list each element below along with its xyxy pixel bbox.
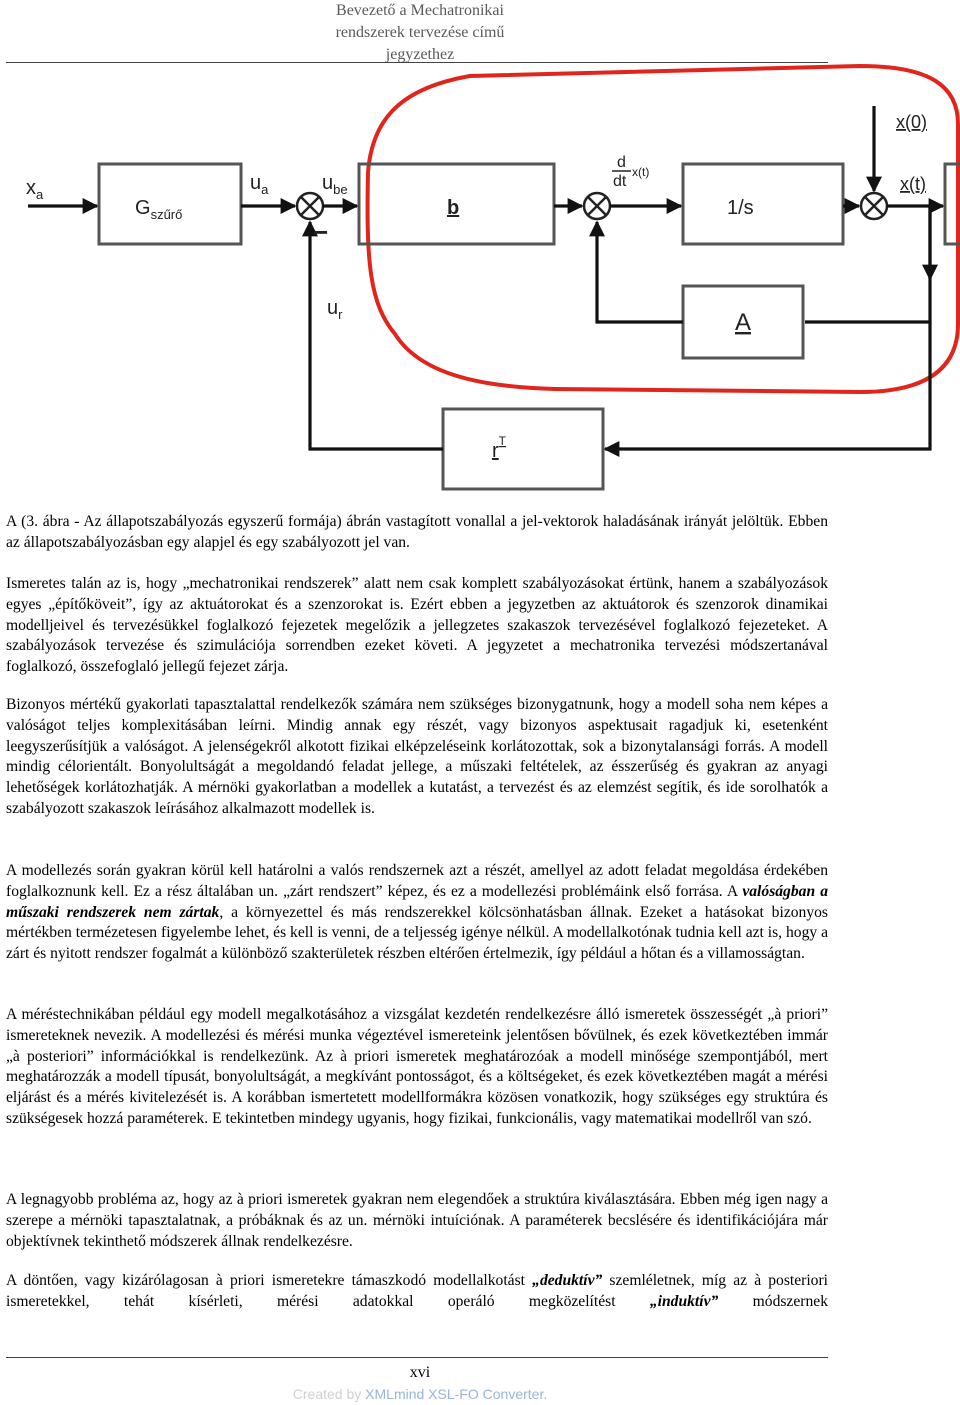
integrator-block	[683, 164, 843, 244]
sum-junction-3	[861, 193, 887, 219]
signal-feedback-A	[805, 206, 930, 322]
label-minus: −	[313, 217, 329, 247]
label-xt: x(t)	[900, 174, 926, 194]
paragraph-4-text: A méréstechnikában például egy modell megalkotásához a vizsgálat kezdetén rendelkezésre álló ismeretek összességét „à priori” ismereteknek nevezik. A modellezési és mérési munka végeztével ismereteink jelentősen bővülnek, és ezek következtében immár „à posteriori” információkkal is rendelkezünk. Az à priori ismeretek meghatározóak a modell minősége szempontjából, mert meghatározzák a modell típusát, bonyolultságát, a megkívánt pontosságot, és a költségeket, és ezek következtében magát a mérési eljárást és a mérés kivitelezését is. A korábban ismertetett modellformákra közösen vonatkozik, hogy szükséges egy struktúra és szükségesek hozzá paraméterek. E tekintetben mindegy ugyanis, hogy fizikai, funkcionális, vagy matematikai modellről van szó.	[6, 1006, 828, 1127]
figure-caption	[6, 512, 828, 554]
page-number: xvi	[409, 1364, 431, 1381]
label-ube: $u_{be}$	[322, 172, 348, 197]
paragraph-5-text: A legnagyobb probléma az, hogy az à priori ismeretek gyakran nem elegendőek a struktúra kiválasztására. Ebben még igen nagy a szerepe a mérnöki tapasztalatnak, a próbáknak és az un. mérnöki intuíciónak. A paraméterek becslésére és identifikációjára már objektívnek tekinthető módszerek állnak rendelkezésre.	[6, 1191, 828, 1250]
highlight-loop	[368, 66, 958, 392]
creator-note	[240, 1386, 600, 1402]
paragraph-2	[6, 695, 828, 820]
sum-junction-1	[297, 193, 323, 219]
signal-to-rT	[605, 322, 930, 449]
paragraph-3-part-b: , a környezettel és más rendszerekkel kölcsönhatásban állnak. Ezeket a hatásokat bizonyos mértékben termézetesen figyelembe lehet, és kell is venni, de a teljesség igénye nélkül. A modellalkotónak tudnia kell azt is, hogy a zárt és nyitott rendszer fogalmát a különböző szakterületek részben eltérően értelmezik, így például a hőtan és a villamosságtan.	[6, 903, 828, 963]
header-title-line1: Bevezető a Mechatronikai	[336, 2, 504, 19]
header-title	[300, 0, 540, 66]
label-b: b	[447, 197, 460, 219]
state-feedback-block-diagram	[0, 64, 960, 504]
paragraph-3-text	[6, 861, 828, 965]
rT-block	[443, 409, 603, 489]
page-header	[0, 0, 960, 64]
paragraph-1	[6, 574, 828, 678]
paragraph-6-text	[6, 1271, 828, 1313]
header-title-line3: jegyzethez	[385, 46, 455, 63]
paragraph-3-part-a: A modellezés során gyakran körül kell határolni a valós rendszernek azt a részét, amellyel az adott feladat megoldása érdekében foglalkoznunk kell. Ez a rész általában un. „zárt rendszert” képez, és ez a modellezési problémáink első forrása. A	[6, 862, 828, 900]
footer-rule	[6, 1357, 828, 1358]
paragraph-6	[6, 1271, 828, 1313]
filter-block	[99, 164, 241, 244]
paragraph-5	[6, 1190, 828, 1252]
created-by-text: Created by	[292, 1386, 366, 1402]
signal-ur	[310, 222, 443, 449]
header-title-line2: rendszerek tervezése című	[335, 24, 505, 41]
label-rT: $r^T$	[492, 434, 507, 462]
label-d: d	[617, 154, 626, 171]
paragraph-1-text: Ismeretes talán az is, hogy „mechatronikai rendszerek” alatt nem csak komplett szabályozásokat értünk, hanem a szabályozások egyes „építőköveit”, így az aktuátorokat és a szenzorokat is. Ezért ebben a jegyzetben az aktuátorok és szenzorok dinamikai modelljeivel és tervezésükkel foglalkozó fejezetek megelőzik a jellegzetes szakaszok tervezésével foglalkozó fejezeteket. A szabályozások tervezése és szimulációja sorrendben ezeket követi. A jegyzetet a mechatronika tervezési módszertanával foglalkozó, összefoglaló jellegű fejezet zárja.	[6, 575, 828, 676]
paragraph-6-part-a: A döntően, vagy kizárólagosan à priori ismeretekre támaszkodó modellalkotást	[6, 1272, 533, 1289]
label-ua: $u_a$	[250, 172, 269, 197]
paragraph-3-emphasis: valóságban a műszaki rendszerek nem zártak	[6, 882, 828, 921]
header-rule	[6, 62, 828, 63]
label-xa: $x_a$	[26, 177, 44, 202]
signal-A-out	[597, 222, 683, 322]
paragraph-4	[6, 1005, 828, 1130]
label-x0: x(0)	[896, 112, 927, 132]
label-dt: dt	[613, 173, 627, 190]
paragraph-2-text: Bizonyos mértékű gyakorlati tapasztalattal rendelkezők számára nem szükséges bizonygatnunk, hogy a modell soha nem képes a valóságot teljes komplexitásában leírni. Mindig annak egy részét, vagy bizonyos aspektusait ragadjuk ki, esetenként leegyszerűsítjük a valóságot. A jelenségekről alkotott fizikai elképzeléseink korlátozottak, sok a bizonytalansági forrás. A modell mindig célorientált. Bonyolultságát a megoldandó feladat jellege, a műszaki feltételek, az ésszerűség és gyakran az anyagi lehetőségek korlátozhatják. A mérnöki gyakorlatban a modellek a kutatást, a tervezést és az elemzést segítik, és ide sorolhatók a szabályozott szakaszok leírásához alkalmazott modellek is.	[6, 696, 828, 817]
converter-link[interactable]: XMLmind XSL-FO Converter.	[365, 1386, 548, 1402]
label-A: A	[735, 309, 752, 336]
deduktiv-term: „deduktív”	[532, 1272, 603, 1289]
sum-junction-2	[584, 193, 610, 219]
label-xt-small: x(t)	[632, 165, 650, 179]
label-ur: $u_r$	[327, 297, 343, 322]
paragraph-3	[6, 861, 828, 965]
caption-text: A (3. ábra - Az állapotszabályozás egyszerű formája) ábrán vastagított vonallal a jel-vektorok haladásának irányát jelöltük. Ebben az állapotszabályozásban egy alapjel és egy szabályozott jel van.	[6, 513, 828, 551]
induktiv-term: „induktív”	[649, 1292, 719, 1310]
label-integrator: 1/s	[727, 197, 754, 219]
paragraph-6-part-c: módszernek	[718, 1292, 828, 1310]
label-filter: $G_{szűrő}$	[135, 197, 183, 222]
paragraph-6-part-b: szemléletnek, míg az à posteriori ismeretekkel, tehát kísérleti, mérési adatokkal operáló megközelítést	[6, 1272, 829, 1310]
